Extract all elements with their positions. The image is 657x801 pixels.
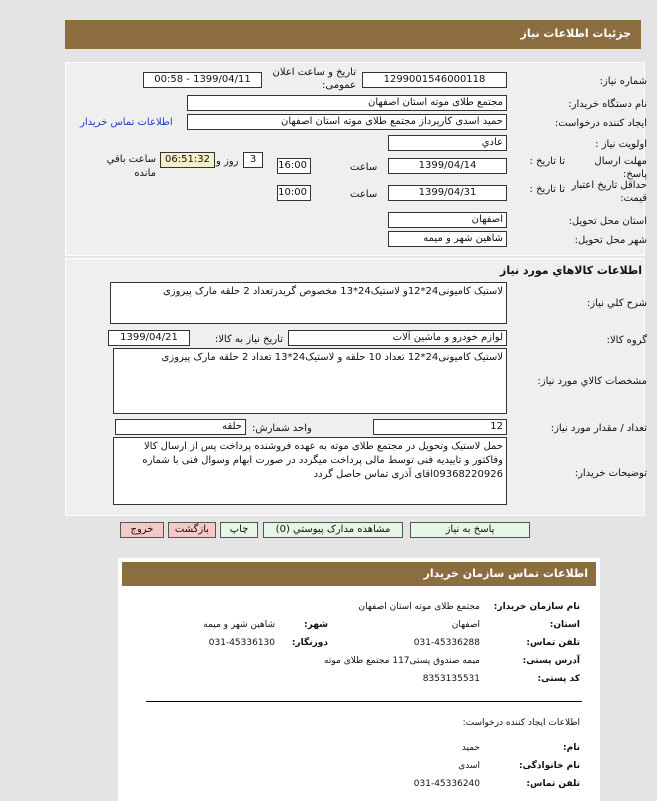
remaining-time: 06:51:32 [160, 152, 215, 168]
validity-time-field[interactable]: 10:00 [277, 185, 311, 201]
city-label: شهر: [304, 620, 328, 630]
province-value: اصفهان [451, 620, 480, 630]
specs-label: مشخصات کالاي مورد نیاز: [537, 376, 647, 387]
org-value: مجتمع طلای موته استان اصفهان [358, 602, 480, 612]
address-value: میمه صندوق پستی117 مجتمع طلای موته [324, 656, 480, 666]
validity-time-label: ساعت [350, 189, 378, 200]
need-date-field[interactable]: 1399/04/21 [108, 330, 190, 346]
family-label: نام خانوادگی: [518, 761, 580, 771]
need-number-label: شماره نیاز: [599, 76, 647, 87]
days-label: روز و [216, 156, 239, 167]
city-label: شهر محل تحویل: [574, 235, 647, 246]
deadline-date-field[interactable]: 1399/04/14 [388, 158, 507, 174]
priority-field[interactable]: عادي [388, 135, 507, 151]
goods-section-title: اطلاعات کالاهاي مورد نیاز [500, 264, 642, 277]
deadline-label: مهلت ارسال پاسخ: [594, 156, 647, 180]
desc-label: توضیحات خریدار: [574, 468, 647, 479]
postal-label: کد پستی: [537, 674, 580, 684]
buyer-contact-card [118, 558, 600, 801]
phone-label: تلفن تماس: [526, 638, 580, 648]
fax-label: دورنگار: [291, 638, 328, 648]
city-field[interactable]: شاهین شهر و میمه [388, 231, 507, 247]
unit-field[interactable]: حلقه [115, 419, 246, 435]
family-value: اسدی [458, 761, 480, 771]
print-button[interactable]: چاپ [220, 522, 258, 538]
city-value: شاهین شهر و میمه [203, 620, 275, 630]
deadline-time-label: ساعت [350, 162, 378, 173]
unit-label: واحد شمارش: [252, 423, 312, 434]
reply-button[interactable]: پاسخ به نیاز [410, 522, 530, 538]
desc-textarea[interactable]: حمل لاستیک وتحویل در مجتمع طلای موته به عهده فروشنده پرداخت پس از ارسال کالا وفاکتور و تاییدیه فنی توسط مالی پرداخت میگردد در صورت ابهام وسوال فنی با شماره 09368220926اقای آذری تماس حاصل گردد [113, 437, 507, 505]
province-label: استان: [549, 620, 580, 630]
validity-date-field[interactable]: 1399/04/31 [388, 185, 507, 201]
name-value: حمید [461, 743, 480, 753]
announce-field[interactable]: 1399/04/11 - 00:58 [143, 72, 262, 88]
group-label: گروه کالا: [606, 335, 647, 346]
buyer-org-field[interactable]: مجتمع طلای موته استان اصفهان [187, 95, 507, 111]
exit-button[interactable]: خروج [120, 522, 164, 538]
group-field[interactable]: لوازم خودرو و ماشین آلات [288, 330, 507, 346]
phone-value: 031-45336288 [413, 638, 480, 648]
remaining-label: ساعت باقي مانده [106, 154, 156, 179]
summary-label: شرح کلي نیاز: [586, 298, 647, 309]
creator-section-title: اطلاعات ایجاد کننده درخواست: [462, 718, 580, 728]
province-label: استان محل تحویل: [568, 216, 647, 227]
summary-textarea[interactable]: لاستیک کامیونی24*12و لاستیک24*13 مخصوص گریدرتعداد 2 حلقه مارک پیروزی [110, 282, 507, 324]
creator-phone-value: 031-45336240 [413, 779, 480, 789]
need-date-label: تاریخ نیاز به کالا: [214, 334, 283, 345]
qty-label: تعداد / مقدار مورد نیاز: [550, 423, 647, 434]
creator-label: ایجاد کننده درخواست: [554, 118, 647, 129]
qty-field[interactable]: 12 [373, 419, 507, 435]
divider [146, 701, 582, 702]
announce-label: تاریخ و ساعت اعلان عمومی: [272, 67, 356, 91]
fax-value: 031-45336130 [208, 638, 275, 648]
creator-phone-label: تلفن تماس: [526, 779, 580, 789]
validity-to-date-label: تا تاریخ : [529, 184, 565, 195]
page-header: جزئیات اطلاعات نیاز [65, 20, 641, 49]
address-label: آدرس پستی: [522, 656, 580, 666]
province-field[interactable]: اصفهان [388, 212, 507, 228]
to-date-label: تا تاریخ : [529, 156, 565, 167]
buyer-org-label: نام دستگاه خریدار: [568, 99, 647, 110]
org-label: نام سازمان خریدار: [493, 602, 580, 612]
validity-label: حداقل تاریخ اعتبار قیمت: [571, 180, 647, 204]
contact-card-title: اطلاعات تماس سازمان خریدار [122, 562, 596, 586]
priority-label: اولویت نیاز : [595, 139, 647, 150]
deadline-time-field[interactable]: 16:00 [277, 158, 311, 174]
need-number-field[interactable]: 1299001546000118 [362, 72, 507, 88]
specs-textarea[interactable]: لاستیک کامیونی24*12 تعداد 10 حلقه و لاستیک24*13 تعداد 2 حلقه مارک پیروزی [113, 348, 507, 414]
creator-field[interactable]: حمید اسدی کارپرداز مجتمع طلای موته استان اصفهان [187, 114, 507, 130]
postal-value: 8353135531 [422, 674, 480, 684]
days-remaining: 3 [243, 152, 263, 168]
name-label: نام: [563, 743, 580, 753]
back-button[interactable]: بازگشت [168, 522, 216, 538]
attachments-button[interactable]: مشاهده مدارک پیوستي (0) [263, 522, 403, 538]
buyer-contact-link[interactable]: اطلاعات تماس خریدار [80, 117, 173, 128]
